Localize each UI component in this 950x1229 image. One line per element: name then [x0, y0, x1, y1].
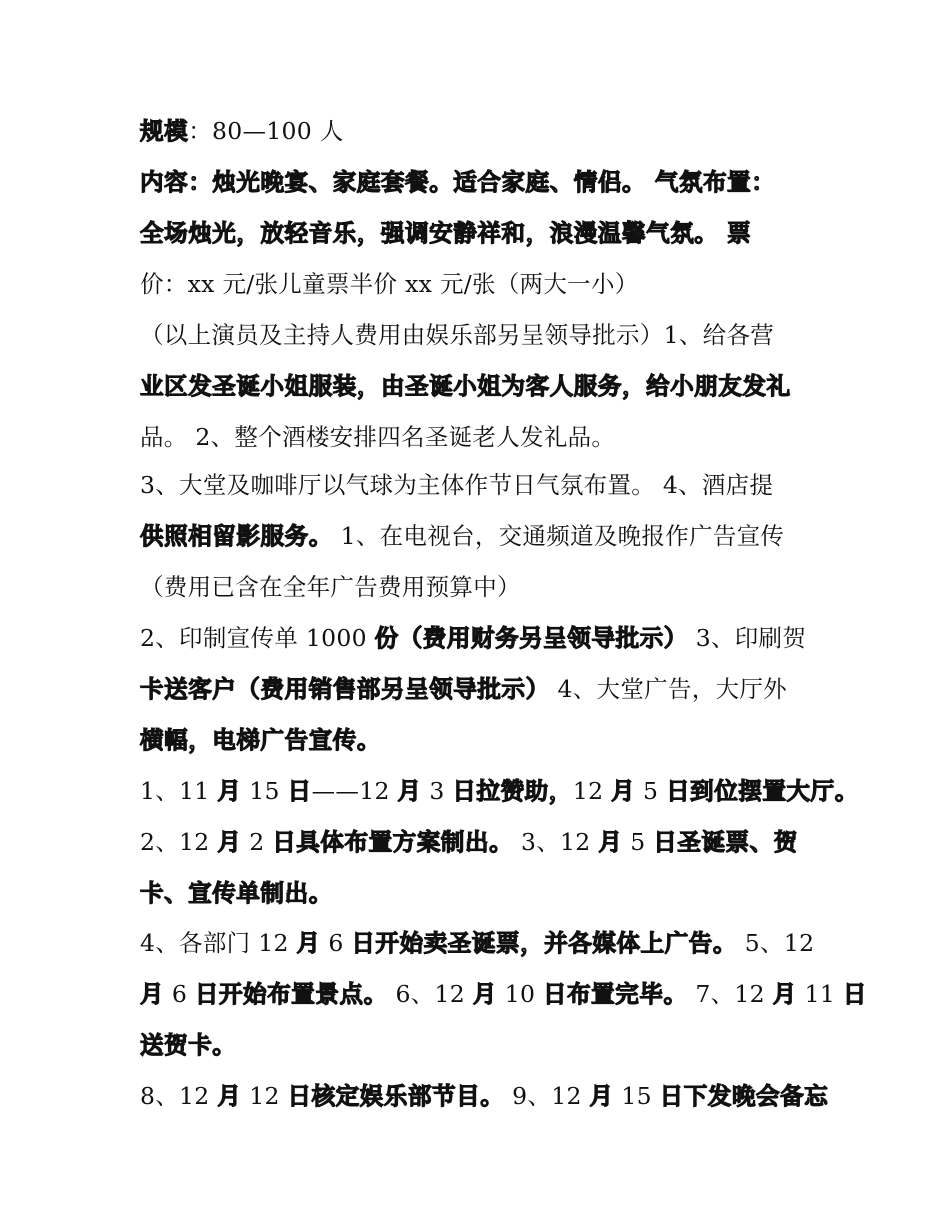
line-15-seg-8: 日圣诞票、贺	[653, 828, 798, 856]
line-14-seg-3: 15	[241, 777, 288, 805]
text-line-16	[140, 878, 820, 908]
line-14-seg-2: 月	[217, 777, 242, 805]
line-11-seg-1: 2、印制宣传单 1000	[140, 624, 375, 652]
line-15-seg-6: 月	[598, 828, 623, 856]
line-15-seg-5: 3、12	[513, 828, 599, 856]
line-20-seg-3: 12	[241, 1082, 288, 1110]
line-15-seg-1: 2、12	[140, 828, 218, 856]
text-line-10	[140, 572, 820, 602]
line-6-seg-1: 业区发圣诞小姐服装，由圣诞小姐为客人服务，给小朋友发礼	[140, 372, 791, 400]
line-18-seg-5: 月	[472, 980, 497, 1008]
line-3-seg-1: 全场烛光，放轻音乐，强调安静祥和，浪漫温馨气氛。 票	[140, 219, 752, 247]
line-15-seg-2: 月	[217, 828, 242, 856]
line-14-seg-7: 3	[421, 777, 453, 805]
text-line-8	[140, 470, 820, 500]
line-16-seg-1: 卡、宣传单制出。	[140, 879, 333, 907]
text-line-3	[140, 218, 820, 248]
line-11-seg-2: 份（费用财务另呈领导批示）	[374, 624, 688, 652]
text-line-5	[140, 320, 820, 350]
line-9-seg-2: 1、在电视台，交通频道及晚报作广告宣传	[332, 522, 785, 550]
text-line-11	[140, 623, 820, 653]
line-17-seg-1: 4、各部门 12	[140, 929, 297, 957]
line-1-seg-2: ：80—100 人	[188, 117, 344, 145]
line-2-seg-1: 内容：烛光晚宴、家庭套餐。适合家庭、情侣。 气氛布置：	[140, 168, 776, 196]
line-9-seg-1: 供照相留影服务。	[140, 522, 333, 550]
line-14-seg-1: 1、11	[140, 777, 218, 805]
line-17-seg-5: 5、12	[737, 929, 815, 957]
text-line-18	[140, 979, 867, 1009]
line-19-seg-1: 送贺卡。	[140, 1031, 237, 1059]
line-14-seg-6: 月	[397, 777, 422, 805]
text-line-15	[140, 827, 820, 857]
line-13-seg-1: 横幅，电梯广告宣传。	[140, 726, 381, 754]
line-14-seg-9: 12	[572, 777, 612, 805]
text-line-2	[140, 167, 820, 197]
line-5-seg-1: （以上演员及主持人费用由娱乐部另呈领导批示）1、给各营	[140, 321, 775, 349]
line-7-seg-1: 品。 2、整个酒楼安排四名圣诞老人发礼品。	[140, 423, 616, 451]
line-20-seg-1: 8、12	[140, 1082, 218, 1110]
line-12-seg-2: 4、大堂广告，大厅外	[549, 675, 787, 703]
text-line-4	[140, 269, 820, 299]
line-14-seg-8: 日拉赞助，	[452, 777, 573, 805]
line-18-seg-2: 6	[164, 980, 195, 1008]
line-11-seg-3: 3、印刷贺	[687, 624, 807, 652]
line-18-seg-7: 日布置完毕。	[542, 980, 688, 1008]
line-14-seg-10: 月	[611, 777, 636, 805]
line-17-seg-2: 月	[296, 929, 321, 957]
line-18-seg-4: 6、12	[387, 980, 473, 1008]
line-18-seg-8: 7、12	[687, 980, 773, 1008]
text-line-9	[140, 521, 820, 551]
text-line-14	[140, 776, 859, 806]
line-17-seg-4: 日开始卖圣诞票，并各媒体上广告。	[351, 929, 738, 957]
line-20-seg-2: 月	[217, 1082, 242, 1110]
line-18-seg-9: 月	[772, 980, 797, 1008]
line-17-seg-3: 6	[320, 929, 352, 957]
text-line-17	[140, 928, 820, 958]
line-14-seg-5: ——12	[311, 777, 398, 805]
text-line-20	[140, 1081, 829, 1111]
line-10-seg-1: （费用已含在全年广告费用预算中）	[140, 573, 521, 601]
text-line-12	[140, 674, 820, 704]
line-8-seg-1: 3、大堂及咖啡厅以气球为主体作节日气氛布置。 4、酒店提	[140, 471, 774, 499]
line-18-seg-10: 11	[796, 980, 843, 1008]
line-20-seg-5: 9、12	[504, 1082, 590, 1110]
line-15-seg-7: 5	[622, 828, 654, 856]
text-line-6	[140, 371, 820, 401]
line-14-seg-11: 5	[635, 777, 667, 805]
line-18-seg-6: 10	[496, 980, 543, 1008]
text-line-1	[140, 116, 820, 146]
line-14-seg-4: 日	[287, 777, 312, 805]
line-15-seg-3: 2	[241, 828, 273, 856]
line-20-seg-4: 日核定娱乐部节目。	[287, 1082, 505, 1110]
line-18-seg-3: 日开始布置景点。	[194, 980, 388, 1008]
line-15-seg-4: 日具体布置方案制出。	[272, 828, 514, 856]
line-20-seg-8: 日下发晚会备忘	[659, 1082, 829, 1110]
line-14-seg-12: 日到位摆置大厅。	[666, 777, 859, 805]
line-20-seg-6: 月	[589, 1082, 614, 1110]
text-line-13	[140, 725, 820, 755]
line-1-seg-1: 规模	[140, 117, 189, 145]
line-18-seg-11: 日	[842, 980, 867, 1008]
text-line-7	[140, 422, 820, 452]
line-20-seg-7: 15	[613, 1082, 660, 1110]
line-4-seg-1: 价：xx 元/张儿童票半价 xx 元/张（两大一小）	[140, 270, 639, 298]
line-18-seg-1: 月	[140, 980, 165, 1008]
line-12-seg-1: 卡送客户（费用销售部另呈领导批示）	[140, 675, 550, 703]
text-line-19	[140, 1030, 820, 1060]
